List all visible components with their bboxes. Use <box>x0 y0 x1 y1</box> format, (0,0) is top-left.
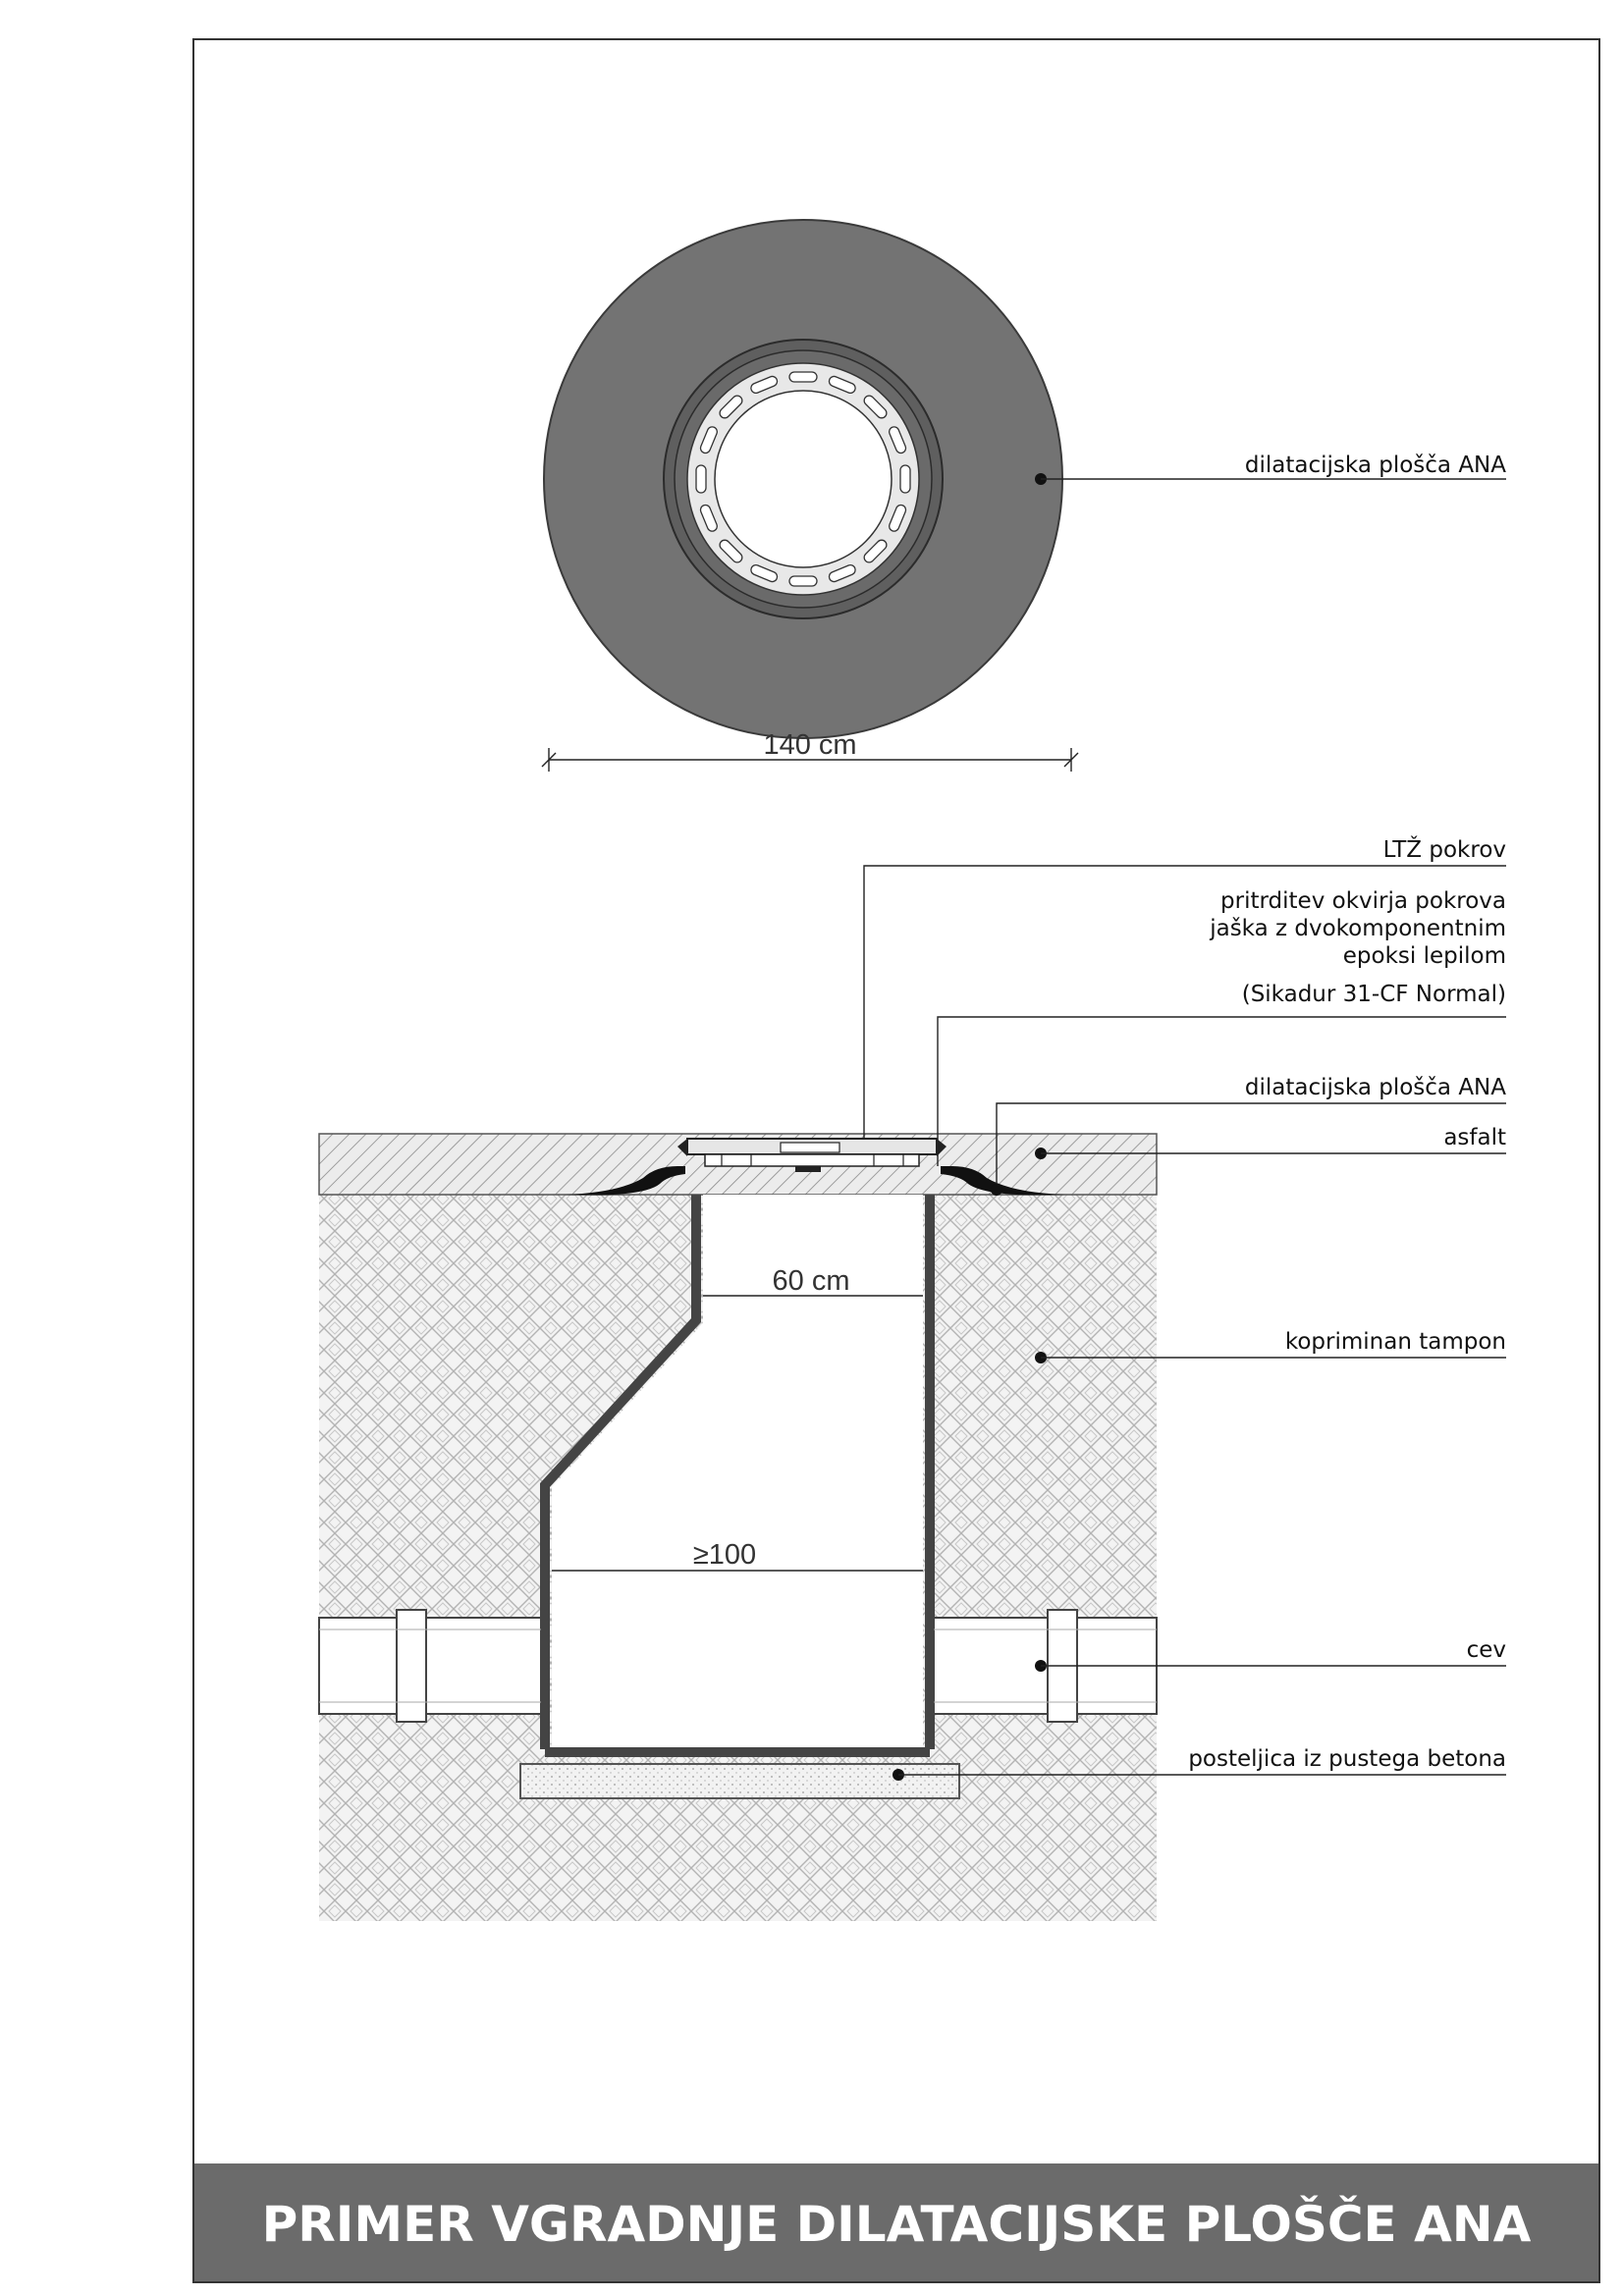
label-concrete-bed: posteljica iz pustega betona <box>1188 1746 1506 1772</box>
label-plan-plate: dilatacijska plošča ANA <box>1244 453 1506 478</box>
label-fixing-line-1: pritrditev okvirja pokrova <box>1220 888 1506 914</box>
label-compacted-base: kopriminan tampon <box>1284 1329 1506 1355</box>
label-fixing-line-4: (Sikadur 31-CF Normal) <box>1241 982 1506 1007</box>
cover-slot <box>789 576 817 586</box>
label-cover: LTŽ pokrov <box>1382 837 1506 863</box>
cover-slot <box>789 372 817 382</box>
pipe-left <box>319 1610 541 1722</box>
lean-concrete-bed <box>520 1764 959 1798</box>
dimension-text-diameter: 140 cm <box>763 729 857 761</box>
label-fixing-line-2: jaška z dvokomponentnim <box>1210 916 1506 941</box>
plan-view <box>542 220 1506 772</box>
label-asphalt: asfalt <box>1443 1125 1506 1150</box>
label-pipe: cev <box>1466 1637 1506 1663</box>
leader-dot-section-plate <box>991 1184 1002 1196</box>
dimension-text-neck: 60 cm <box>772 1265 850 1297</box>
cover-opening <box>715 391 892 567</box>
label-section-plate: dilatacijska plošča ANA <box>1244 1075 1506 1100</box>
cover-slot <box>696 465 706 493</box>
drawing-title: PRIMER VGRADNJE DILATACIJSKE PLOŠČE ANA <box>261 2196 1532 2253</box>
cover-slot <box>900 465 910 493</box>
section-view <box>319 835 1506 1921</box>
dimension-text-shaft: ≥100 <box>692 1539 757 1571</box>
label-fixing-line-3: epoksi lepilom <box>1342 943 1506 969</box>
